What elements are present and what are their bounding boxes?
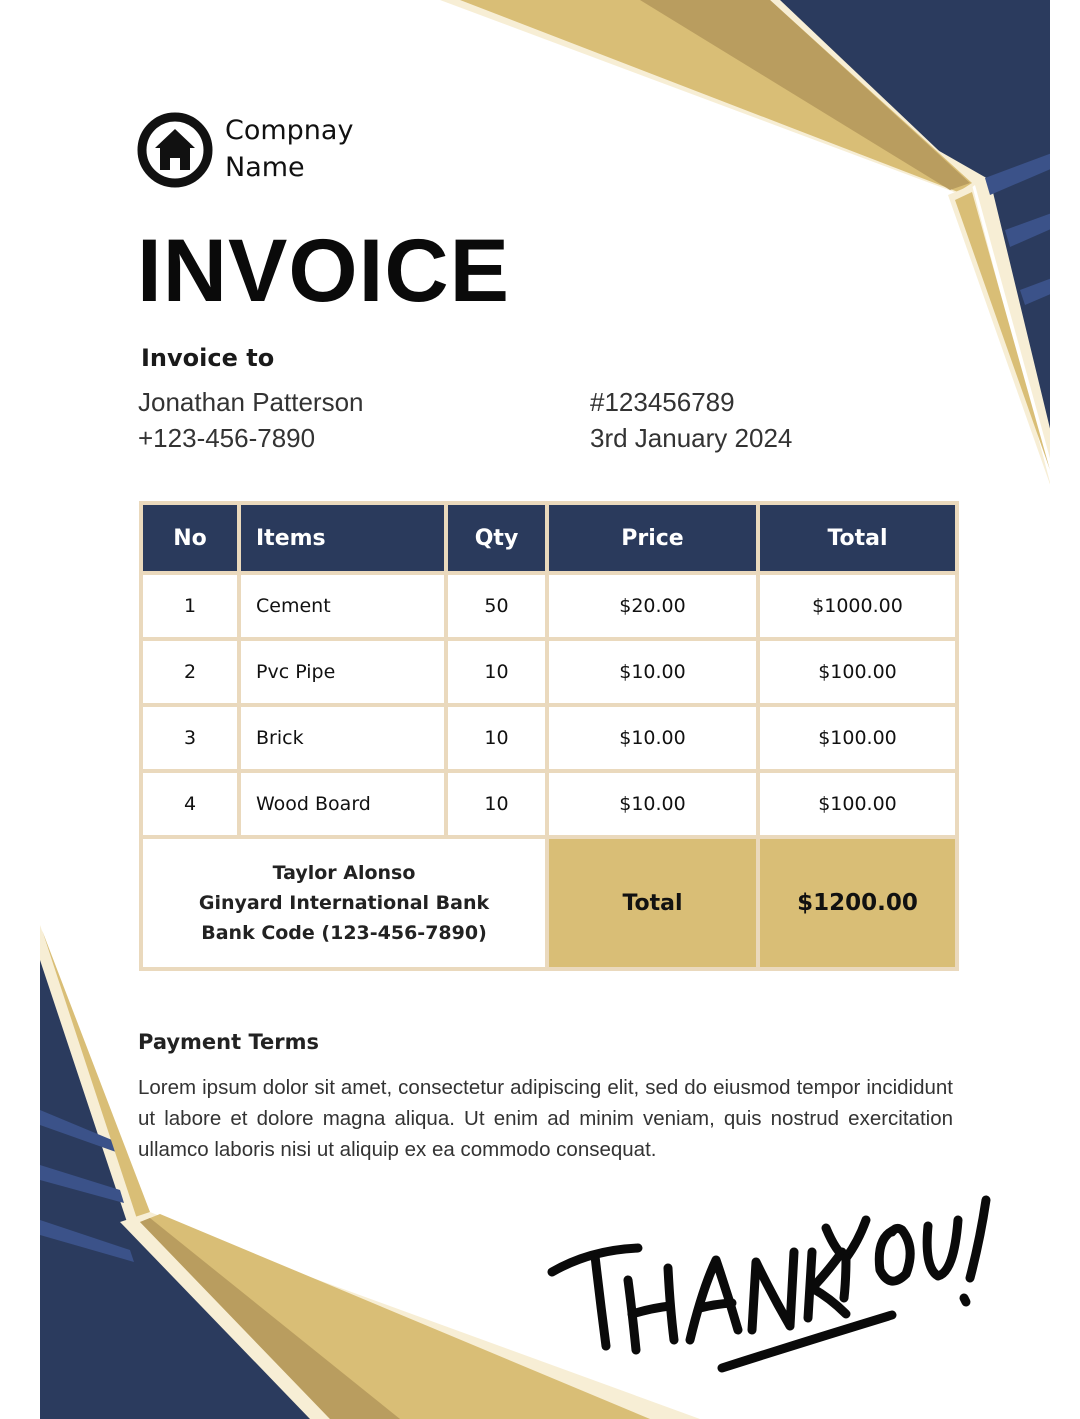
bank-details: [143, 839, 545, 967]
page-margin-left: [0, 0, 40, 1419]
payment-terms-heading: Payment Terms: [138, 1030, 319, 1054]
row-item: Brick: [241, 707, 444, 769]
row-total: $100.00: [760, 707, 955, 769]
invoice-title: INVOICE: [137, 220, 510, 320]
row-no: 4: [143, 773, 237, 835]
row-item: Wood Board: [241, 773, 444, 835]
table-row: [143, 773, 955, 835]
company-name-line1: Compnay: [225, 115, 354, 146]
client-name: Jonathan Patterson: [138, 387, 364, 417]
table-summary-row: [143, 839, 955, 967]
payment-terms-body: Lorem ipsum dolor sit amet, consectetur adipiscing elit, sed do eiusmod tempor incididunt ut labore et dolore magna aliqua. Ut enim ad minim veniam, quis nostrud exercitation ullamco laboris nisi ut aliquip ex ea commodo consequat.: [138, 1076, 953, 1161]
table-header-row: [143, 505, 955, 571]
header-qty: Qty: [448, 505, 545, 571]
row-price: $10.00: [549, 773, 756, 835]
header-no: No: [143, 505, 237, 571]
client-info: [138, 384, 364, 456]
invoice-meta: [590, 384, 792, 456]
row-price: $10.00: [549, 707, 756, 769]
row-no: 2: [143, 641, 237, 703]
company-name: [225, 112, 353, 186]
header-total: Total: [760, 505, 955, 571]
grand-total-amount: $1200.00: [760, 839, 955, 967]
row-total: $100.00: [760, 773, 955, 835]
row-qty: 10: [448, 773, 545, 835]
row-price: $20.00: [549, 575, 756, 637]
client-phone: +123-456-7890: [138, 423, 316, 453]
invoice-to-heading: Invoice to: [141, 344, 275, 372]
row-no: 3: [143, 707, 237, 769]
header-items: Items: [241, 505, 444, 571]
invoice-number: #123456789: [590, 387, 735, 417]
bank-name: Ginyard International Bank: [198, 892, 490, 914]
grand-total-label: Total: [549, 839, 756, 967]
house-icon: [137, 112, 213, 188]
row-qty: 10: [448, 707, 545, 769]
row-total: $100.00: [760, 641, 955, 703]
items-table: [139, 501, 959, 971]
table-row: [143, 575, 955, 637]
row-item: Cement: [241, 575, 444, 637]
company-name-line2: Name: [225, 152, 305, 183]
bank-account-name: Taylor Alonso: [272, 862, 416, 884]
thank-you-signature: [540, 1190, 1000, 1380]
header-price: Price: [549, 505, 756, 571]
invoice-date: 3rd January 2024: [590, 423, 793, 453]
bank-code: Bank Code (123-456-7890): [201, 922, 487, 944]
row-item: Pvc Pipe: [241, 641, 444, 703]
page-margin-right: [1050, 0, 1080, 1419]
row-total: $1000.00: [760, 575, 955, 637]
row-qty: 50: [448, 575, 545, 637]
table-row: [143, 707, 955, 769]
row-qty: 10: [448, 641, 545, 703]
row-no: 1: [143, 575, 237, 637]
table-row: [143, 641, 955, 703]
row-price: $10.00: [549, 641, 756, 703]
